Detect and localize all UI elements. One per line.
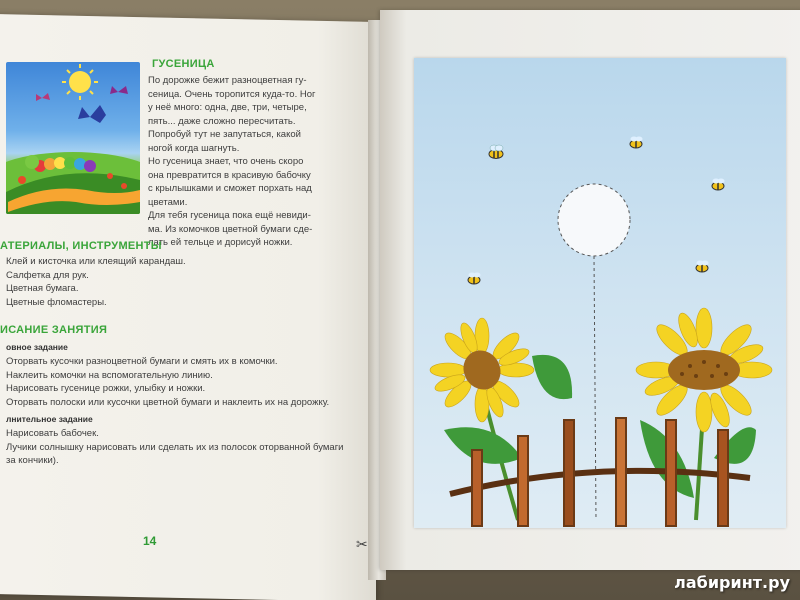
bee-icon [489, 145, 503, 159]
materials-item: Цветные фломастеры. [6, 296, 107, 308]
story-line: ногой когда шагнуть. [148, 142, 240, 154]
bee-icon [630, 137, 643, 149]
sunflower-right [636, 308, 772, 432]
butterfly-icon [36, 93, 50, 101]
story-line: цветами. [148, 196, 188, 208]
caterpillar-illustration-art [6, 62, 140, 214]
bee-icon [468, 273, 481, 285]
lesson-heading: ИСАНИЕ ЗАНЯТИЯ [0, 324, 108, 336]
cutout-circle [558, 184, 630, 256]
story-line: По дорожке бежит разноцветная гу- [148, 75, 307, 86]
extra-task-line: Лучики солнышку нарисовать или сделать их из полосок оторванной бумаги [6, 441, 344, 453]
sun-icon [69, 71, 91, 93]
sunflower-card [414, 58, 786, 528]
extra-task-line: Нарисовать бабочек. [6, 428, 99, 439]
extra-task-line: за кончики). [6, 455, 59, 466]
story-line: ма. Из комочков цветной бумаги сде- [148, 223, 313, 235]
materials-list [6, 255, 306, 309]
main-task-step: Оторвать полоски или кусочки цветной бумаги и наклеить их на дорожку. [6, 396, 330, 408]
materials-item: Клей и кисточка или клеящий карандаш. [6, 256, 186, 267]
main-task-list [6, 355, 361, 409]
story-line: пять... даже сложно пересчитать. [148, 115, 296, 127]
story-line: лать ей тельце и дорисуй ножки. [148, 237, 293, 248]
story-line: она превратится в красивую бабочку [148, 169, 311, 181]
main-task-heading: овное задание [6, 342, 68, 352]
butterfly-icon [78, 105, 106, 123]
sunflower-artwork [414, 58, 786, 528]
materials-item: Цветная бумага. [6, 283, 79, 294]
story-line: Попробуй тут не запутаться, какой [148, 129, 301, 140]
main-task-step: Оторвать кусочки разноцветной бумаги и смять их в комочки. [6, 356, 278, 367]
materials-heading: АТЕРИАЛЫ, ИНСТРУМЕНТЫ [0, 240, 162, 252]
story-line: сеница. Очень торопится куда-то. Ног [148, 88, 316, 100]
story-text [148, 74, 360, 250]
bee-icon [712, 179, 725, 191]
story-title: ГУСЕНИЦА [152, 58, 215, 70]
main-task-step: Наклеить комочки на вспомогательную линию. [6, 369, 213, 381]
page-number: 14 [143, 534, 157, 548]
watermark: лабиринт.ру [674, 573, 790, 592]
leaf [532, 355, 572, 399]
extra-task-list [6, 427, 361, 468]
scissors-icon: ✂ [356, 536, 368, 552]
sunflower-left [430, 318, 534, 422]
story-line: с крылышками и сможет порхать над [148, 183, 312, 194]
main-task-step: Нарисовать гусенице рожки, улыбку и ножки. [6, 383, 206, 394]
caterpillar-illustration [6, 62, 140, 214]
bee-icon [696, 261, 709, 273]
materials-item: Салфетка для рук. [6, 269, 89, 281]
extra-task-heading: лнительное задание [6, 414, 93, 424]
story-line: Для тебя гусеница пока ещё невиди- [148, 210, 311, 221]
story-line: у неё много: одна, две, три, четыре, [148, 102, 307, 113]
butterfly-icon [110, 86, 128, 94]
story-line: Но гусеница знает, что очень скоро [148, 156, 304, 167]
cutout-line [594, 256, 596, 520]
